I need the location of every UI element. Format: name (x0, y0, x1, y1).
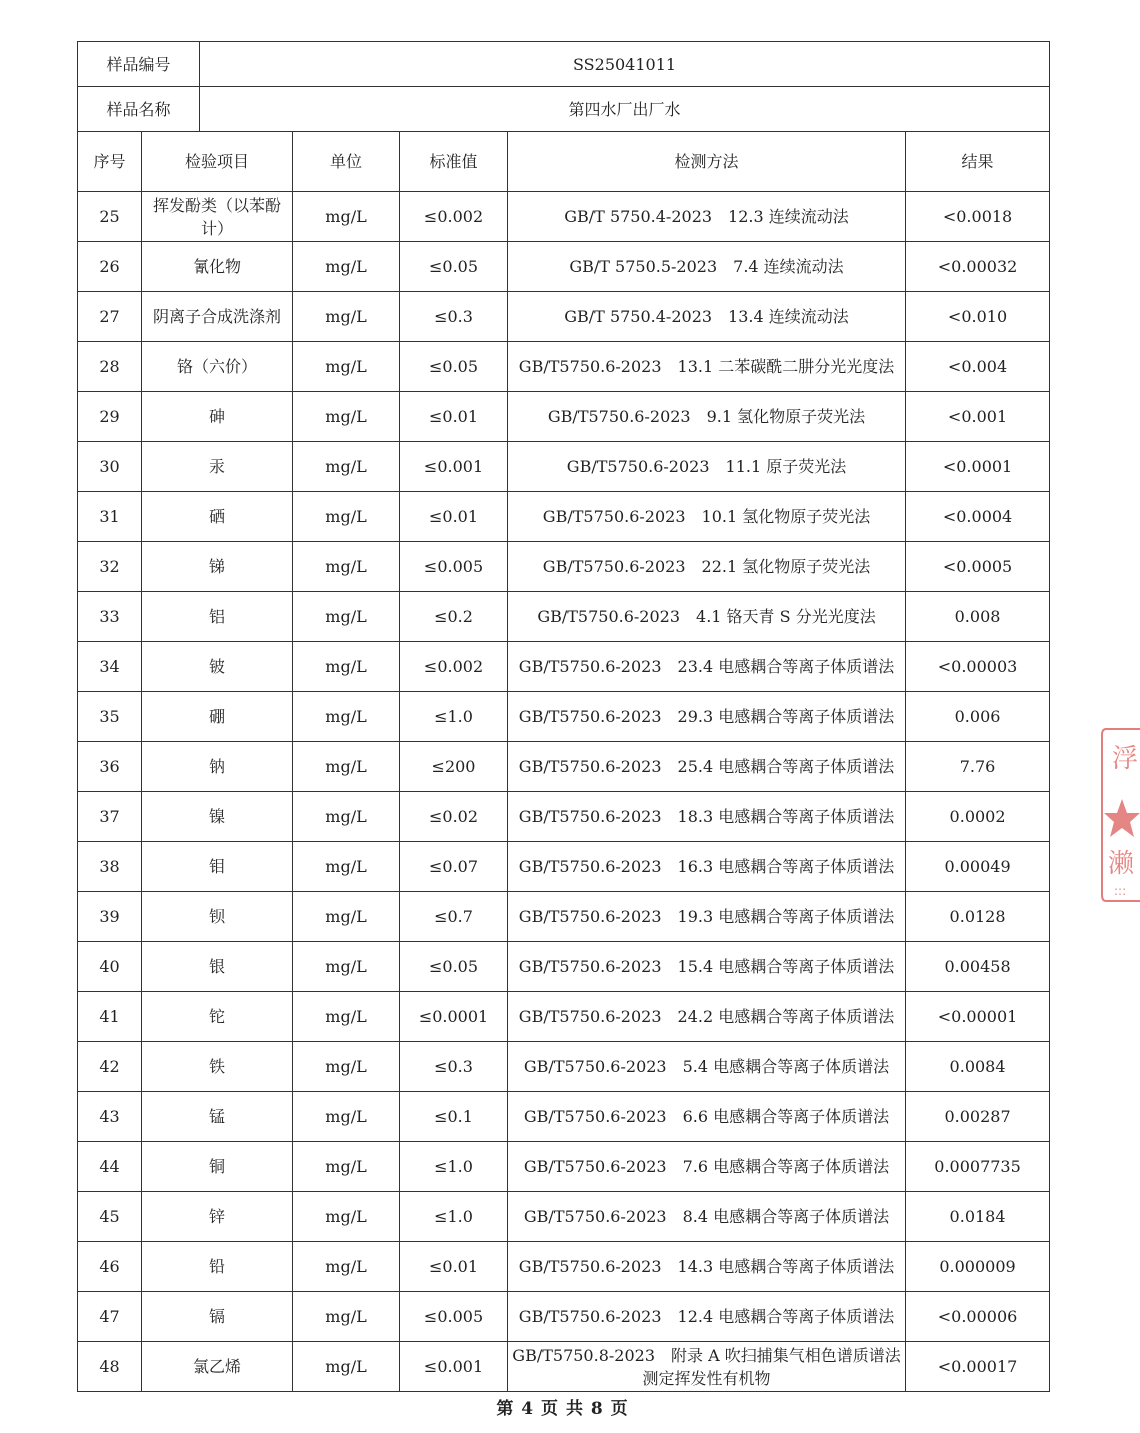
row-no: 37 (78, 792, 142, 842)
table-row (78, 742, 1050, 792)
row-no: 47 (78, 1292, 142, 1342)
table-row (78, 842, 1050, 892)
row-unit: mg/L (293, 192, 400, 242)
row-method: GB/T5750.6-2023 22.1 氢化物原子荧光法 (508, 542, 906, 592)
row-item: 锌 (142, 1192, 293, 1242)
row-item: 氰化物 (142, 242, 293, 292)
row-no: 29 (78, 392, 142, 442)
col-header-standard: 标准值 (400, 132, 508, 192)
row-standard: ≤0.002 (400, 192, 508, 242)
table-row (78, 492, 1050, 542)
row-result: <0.010 (906, 292, 1050, 342)
table-row (78, 542, 1050, 592)
row-unit: mg/L (293, 792, 400, 842)
row-result: <0.0018 (906, 192, 1050, 242)
col-header-no: 序号 (78, 132, 142, 192)
row-method: GB/T5750.6-2023 5.4 电感耦合等离子体质谱法 (508, 1042, 906, 1092)
row-item: 铜 (142, 1142, 293, 1192)
row-standard: ≤1.0 (400, 692, 508, 742)
row-item: 铬（六价） (142, 342, 293, 392)
row-item: 砷 (142, 392, 293, 442)
row-standard: ≤0.0001 (400, 992, 508, 1042)
row-method: GB/T5750.6-2023 9.1 氢化物原子荧光法 (508, 392, 906, 442)
row-method: GB/T5750.6-2023 24.2 电感耦合等离子体质谱法 (508, 992, 906, 1042)
table-row (78, 1192, 1050, 1242)
row-standard: ≤0.3 (400, 292, 508, 342)
row-standard: ≤0.01 (400, 492, 508, 542)
row-result: 0.00287 (906, 1092, 1050, 1142)
row-result: <0.00032 (906, 242, 1050, 292)
row-standard: ≤0.02 (400, 792, 508, 842)
sample-name-row (78, 87, 1050, 132)
row-unit: mg/L (293, 292, 400, 342)
row-result: 0.000009 (906, 1242, 1050, 1292)
row-standard: ≤0.2 (400, 592, 508, 642)
row-standard: ≤0.3 (400, 1042, 508, 1092)
row-no: 46 (78, 1242, 142, 1292)
col-header-method: 检测方法 (508, 132, 906, 192)
row-no: 27 (78, 292, 142, 342)
row-result: <0.00001 (906, 992, 1050, 1042)
row-result: <0.0005 (906, 542, 1050, 592)
row-standard: ≤1.0 (400, 1192, 508, 1242)
row-item: 汞 (142, 442, 293, 492)
row-unit: mg/L (293, 492, 400, 542)
sample-no-label: 样品编号 (78, 42, 200, 87)
row-unit: mg/L (293, 1292, 400, 1342)
row-result: <0.00006 (906, 1292, 1050, 1342)
svg-text:浮: 浮 (1112, 744, 1139, 774)
table-row (78, 192, 1050, 242)
row-item: 锑 (142, 542, 293, 592)
row-result: 0.006 (906, 692, 1050, 742)
row-no: 31 (78, 492, 142, 542)
table-row (78, 1342, 1050, 1392)
row-standard: ≤0.005 (400, 542, 508, 592)
table-row (78, 892, 1050, 942)
table-row (78, 942, 1050, 992)
row-method: GB/T5750.6-2023 13.1 二苯碳酰二肼分光光度法 (508, 342, 906, 392)
table-row (78, 242, 1050, 292)
row-result: <0.004 (906, 342, 1050, 392)
row-item: 锰 (142, 1092, 293, 1142)
sample-no-row (78, 42, 1050, 87)
row-result: 0.0002 (906, 792, 1050, 842)
row-no: 44 (78, 1142, 142, 1192)
row-method: GB/T5750.6-2023 7.6 电感耦合等离子体质谱法 (508, 1142, 906, 1192)
row-method: GB/T5750.6-2023 19.3 电感耦合等离子体质谱法 (508, 892, 906, 942)
row-unit: mg/L (293, 442, 400, 492)
row-standard: ≤0.001 (400, 442, 508, 492)
row-no: 41 (78, 992, 142, 1042)
row-method: GB/T5750.6-2023 6.6 电感耦合等离子体质谱法 (508, 1092, 906, 1142)
row-method: GB/T5750.6-2023 23.4 电感耦合等离子体质谱法 (508, 642, 906, 692)
row-item: 挥发酚类（以苯酚计） (142, 192, 293, 242)
row-result: 7.76 (906, 742, 1050, 792)
row-unit: mg/L (293, 242, 400, 292)
row-unit: mg/L (293, 942, 400, 992)
row-result: <0.00017 (906, 1342, 1050, 1392)
row-standard: ≤0.05 (400, 242, 508, 292)
row-unit: mg/L (293, 1092, 400, 1142)
row-unit: mg/L (293, 392, 400, 442)
svg-text:濑: 濑 (1108, 849, 1135, 879)
row-unit: mg/L (293, 1142, 400, 1192)
row-unit: mg/L (293, 642, 400, 692)
row-standard: ≤0.05 (400, 342, 508, 392)
row-item: 铅 (142, 1242, 293, 1292)
table-row (78, 592, 1050, 642)
row-standard: ≤0.7 (400, 892, 508, 942)
row-no: 35 (78, 692, 142, 742)
row-method: GB/T 5750.5-2023 7.4 连续流动法 (508, 242, 906, 292)
row-standard: ≤1.0 (400, 1142, 508, 1192)
row-method: GB/T5750.6-2023 8.4 电感耦合等离子体质谱法 (508, 1192, 906, 1242)
row-item: 钡 (142, 892, 293, 942)
row-method: GB/T5750.6-2023 29.3 电感耦合等离子体质谱法 (508, 692, 906, 742)
row-method: GB/T5750.6-2023 4.1 铬天青 S 分光光度法 (508, 592, 906, 642)
row-result: <0.0001 (906, 442, 1050, 492)
row-result: <0.0004 (906, 492, 1050, 542)
row-method: GB/T 5750.4-2023 12.3 连续流动法 (508, 192, 906, 242)
row-unit: mg/L (293, 892, 400, 942)
sample-name-label: 样品名称 (78, 87, 200, 132)
table-row (78, 1242, 1050, 1292)
row-method: GB/T5750.6-2023 10.1 氢化物原子荧光法 (508, 492, 906, 542)
row-no: 38 (78, 842, 142, 892)
row-result: 0.00458 (906, 942, 1050, 992)
sample-no-value: SS25041011 (200, 42, 1050, 87)
row-unit: mg/L (293, 992, 400, 1042)
table-row (78, 392, 1050, 442)
row-no: 30 (78, 442, 142, 492)
row-result: 0.0084 (906, 1042, 1050, 1092)
row-item: 硒 (142, 492, 293, 542)
table-row (78, 442, 1050, 492)
table-row (78, 692, 1050, 742)
row-no: 43 (78, 1092, 142, 1142)
row-unit: mg/L (293, 742, 400, 792)
row-method: GB/T 5750.4-2023 13.4 连续流动法 (508, 292, 906, 342)
row-no: 33 (78, 592, 142, 642)
row-standard: ≤0.07 (400, 842, 508, 892)
table-row (78, 1042, 1050, 1092)
row-result: 0.0184 (906, 1192, 1050, 1242)
row-standard: ≤0.002 (400, 642, 508, 692)
sample-name-value: 第四水厂出厂水 (200, 87, 1050, 132)
row-method: GB/T5750.6-2023 14.3 电感耦合等离子体质谱法 (508, 1242, 906, 1292)
col-header-item: 检验项目 (142, 132, 293, 192)
table-row (78, 292, 1050, 342)
row-result: 0.0007735 (906, 1142, 1050, 1192)
row-item: 钠 (142, 742, 293, 792)
row-no: 36 (78, 742, 142, 792)
row-item: 硼 (142, 692, 293, 742)
row-item: 钼 (142, 842, 293, 892)
table-row (78, 1142, 1050, 1192)
row-item: 铊 (142, 992, 293, 1042)
row-no: 25 (78, 192, 142, 242)
row-item: 铍 (142, 642, 293, 692)
col-header-unit: 单位 (293, 132, 400, 192)
row-no: 45 (78, 1192, 142, 1242)
row-no: 40 (78, 942, 142, 992)
row-no: 34 (78, 642, 142, 692)
row-item: 镉 (142, 1292, 293, 1342)
table-row (78, 342, 1050, 392)
row-unit: mg/L (293, 842, 400, 892)
row-unit: mg/L (293, 342, 400, 392)
row-unit: mg/L (293, 1042, 400, 1092)
table-row (78, 1292, 1050, 1342)
row-no: 48 (78, 1342, 142, 1392)
row-item: 氯乙烯 (142, 1342, 293, 1392)
col-header-result: 结果 (906, 132, 1050, 192)
row-no: 32 (78, 542, 142, 592)
table-row (78, 992, 1050, 1042)
row-unit: mg/L (293, 1342, 400, 1392)
row-method: GB/T5750.6-2023 16.3 电感耦合等离子体质谱法 (508, 842, 906, 892)
row-method: GB/T5750.8-2023 附录 A 吹扫捕集气相色谱质谱法测定挥发性有机物 (508, 1342, 906, 1392)
row-item: 铁 (142, 1042, 293, 1092)
row-standard: ≤200 (400, 742, 508, 792)
row-unit: mg/L (293, 1242, 400, 1292)
row-standard: ≤0.01 (400, 392, 508, 442)
row-item: 银 (142, 942, 293, 992)
row-standard: ≤0.005 (400, 1292, 508, 1342)
row-no: 42 (78, 1042, 142, 1092)
row-method: GB/T5750.6-2023 11.1 原子荧光法 (508, 442, 906, 492)
header-row (78, 132, 1050, 192)
row-method: GB/T5750.6-2023 12.4 电感耦合等离子体质谱法 (508, 1292, 906, 1342)
seal-stamp (1100, 727, 1140, 903)
row-method: GB/T5750.6-2023 15.4 电感耦合等离子体质谱法 (508, 942, 906, 992)
row-unit: mg/L (293, 542, 400, 592)
row-item: 镍 (142, 792, 293, 842)
row-result: 0.008 (906, 592, 1050, 642)
row-unit: mg/L (293, 1192, 400, 1242)
row-result: <0.001 (906, 392, 1050, 442)
row-method: GB/T5750.6-2023 25.4 电感耦合等离子体质谱法 (508, 742, 906, 792)
row-unit: mg/L (293, 592, 400, 642)
row-standard: ≤0.05 (400, 942, 508, 992)
page-footer: 第 4 页 共 8 页 (496, 1399, 629, 1419)
row-result: <0.00003 (906, 642, 1050, 692)
row-no: 26 (78, 242, 142, 292)
svg-text::::: ::: (1114, 884, 1127, 898)
row-method: GB/T5750.6-2023 18.3 电感耦合等离子体质谱法 (508, 792, 906, 842)
row-no: 28 (78, 342, 142, 392)
row-item: 阴离子合成洗涤剂 (142, 292, 293, 342)
row-standard: ≤0.001 (400, 1342, 508, 1392)
table-row (78, 792, 1050, 842)
report-table (77, 41, 1050, 1392)
table-row (78, 642, 1050, 692)
row-standard: ≤0.1 (400, 1092, 508, 1142)
row-item: 铝 (142, 592, 293, 642)
row-standard: ≤0.01 (400, 1242, 508, 1292)
row-result: 0.0128 (906, 892, 1050, 942)
table-row (78, 1092, 1050, 1142)
row-no: 39 (78, 892, 142, 942)
row-result: 0.00049 (906, 842, 1050, 892)
row-unit: mg/L (293, 692, 400, 742)
